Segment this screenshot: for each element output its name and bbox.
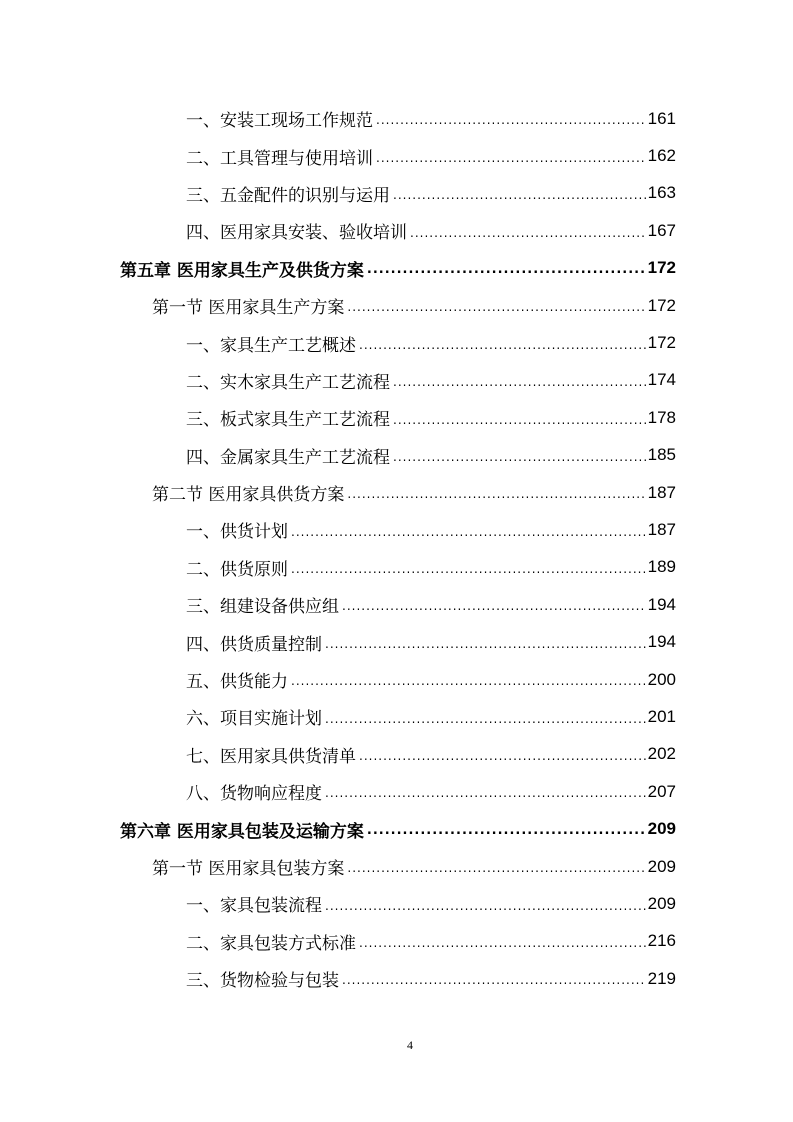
toc-entry[interactable] [0,586,793,623]
toc-entry[interactable] [0,212,793,249]
toc-entry-page: 209 [647,856,676,876]
toc-entry-page: 172 [647,258,676,278]
toc-entry[interactable] [0,848,793,885]
table-of-contents [0,100,793,997]
dot-leader [342,599,646,623]
dot-leader [376,113,646,137]
toc-entry-page: 200 [647,669,676,689]
dot-leader [359,749,646,773]
toc-entry-label: 一、家具包装流程 [186,896,322,917]
toc-entry[interactable] [0,137,793,174]
toc-entry[interactable] [0,474,793,511]
toc-entry[interactable] [0,287,793,324]
toc-entry[interactable] [0,175,793,212]
dot-leader [347,861,645,885]
toc-entry-label: 三、五金配件的识别与运用 [186,185,390,206]
toc-entry-label: 四、供货质量控制 [186,634,322,655]
toc-entry[interactable] [0,885,793,922]
toc-entry-label: 一、供货计划 [186,522,288,543]
dot-leader [347,300,645,324]
toc-entry-label: 五、供货能力 [186,672,288,693]
dot-leader [325,899,646,923]
toc-entry-label: 四、金属家具生产工艺流程 [186,447,390,468]
toc-entry-page: 216 [647,931,676,951]
toc-entry-page: 187 [647,519,676,539]
toc-entry-page: 178 [647,407,676,427]
dot-leader [291,674,646,698]
dot-leader [410,226,646,250]
toc-entry-page: 207 [647,781,676,801]
dot-leader [367,823,646,848]
toc-entry-label: 三、组建设备供应组 [186,597,339,618]
toc-entry-label: 四、医用家具安装、验收培训 [186,223,407,244]
dot-leader [291,525,646,549]
toc-entry-label: 二、实木家具生产工艺流程 [186,372,390,393]
toc-entry-page: 219 [647,968,676,988]
dot-leader [325,712,646,736]
toc-entry[interactable] [0,437,793,474]
toc-entry-page: 174 [647,370,676,390]
toc-entry-page: 202 [647,744,676,764]
toc-entry-page: 162 [647,146,676,166]
dot-leader [393,375,646,399]
dot-leader [325,637,646,661]
page-number: 4 [407,1038,413,1052]
dot-leader [342,973,646,997]
toc-entry[interactable] [0,923,793,960]
toc-entry-page: 209 [647,819,676,839]
toc-entry-label: 七、医用家具供货清单 [186,746,356,767]
toc-entry-label: 三、货物检验与包装 [186,971,339,992]
toc-entry-page: 209 [647,893,676,913]
dot-leader [359,338,646,362]
toc-entry-page: 161 [647,108,676,128]
toc-entry-page: 172 [647,295,676,315]
toc-entry[interactable] [0,250,793,287]
toc-entry-page: 167 [647,220,676,240]
dot-leader [393,450,646,474]
toc-entry-page: 185 [647,445,676,465]
dot-leader [291,562,646,586]
toc-entry-page: 189 [647,557,676,577]
toc-entry-page: 194 [647,632,676,652]
dot-leader [325,786,646,810]
dot-leader [347,487,645,511]
toc-entry-label: 一、安装工现场工作规范 [186,111,373,132]
toc-entry-label: 二、家具包装方式标准 [186,933,356,954]
toc-entry-label: 六、项目实施计划 [186,709,322,730]
toc-entry-page: 187 [647,482,676,502]
toc-entry-label: 第五章 医用家具生产及供货方案 [120,260,364,281]
dot-leader [367,262,646,287]
toc-entry-label: 第一节 医用家具生产方案 [152,298,345,319]
toc-entry[interactable] [0,661,793,698]
toc-entry[interactable] [0,773,793,810]
dot-leader [376,151,646,175]
toc-entry-label: 三、板式家具生产工艺流程 [186,410,390,431]
toc-entry-label: 八、货物响应程度 [186,784,322,805]
toc-entry-page: 194 [647,594,676,614]
toc-entry[interactable] [0,324,793,361]
toc-entry-page: 172 [647,333,676,353]
toc-entry[interactable] [0,362,793,399]
toc-entry-page: 201 [647,706,676,726]
toc-entry[interactable] [0,810,793,847]
toc-entry-label: 二、工具管理与使用培训 [186,148,373,169]
toc-entry[interactable] [0,623,793,660]
toc-entry[interactable] [0,960,793,997]
toc-entry-label: 第六章 医用家具包装及运输方案 [120,821,364,842]
toc-entry-label: 二、供货原则 [186,559,288,580]
toc-entry[interactable] [0,698,793,735]
toc-entry[interactable] [0,511,793,548]
toc-entry[interactable] [0,549,793,586]
toc-entry-label: 第二节 医用家具供货方案 [152,485,345,506]
dot-leader [393,413,646,437]
toc-entry-label: 一、家具生产工艺概述 [186,335,356,356]
toc-entry-label: 第一节 医用家具包装方案 [152,859,345,879]
toc-entry-page: 163 [647,183,676,203]
toc-entry[interactable] [0,100,793,137]
dot-leader [359,936,646,960]
toc-entry[interactable] [0,736,793,773]
dot-leader [393,188,646,212]
toc-entry[interactable] [0,399,793,436]
